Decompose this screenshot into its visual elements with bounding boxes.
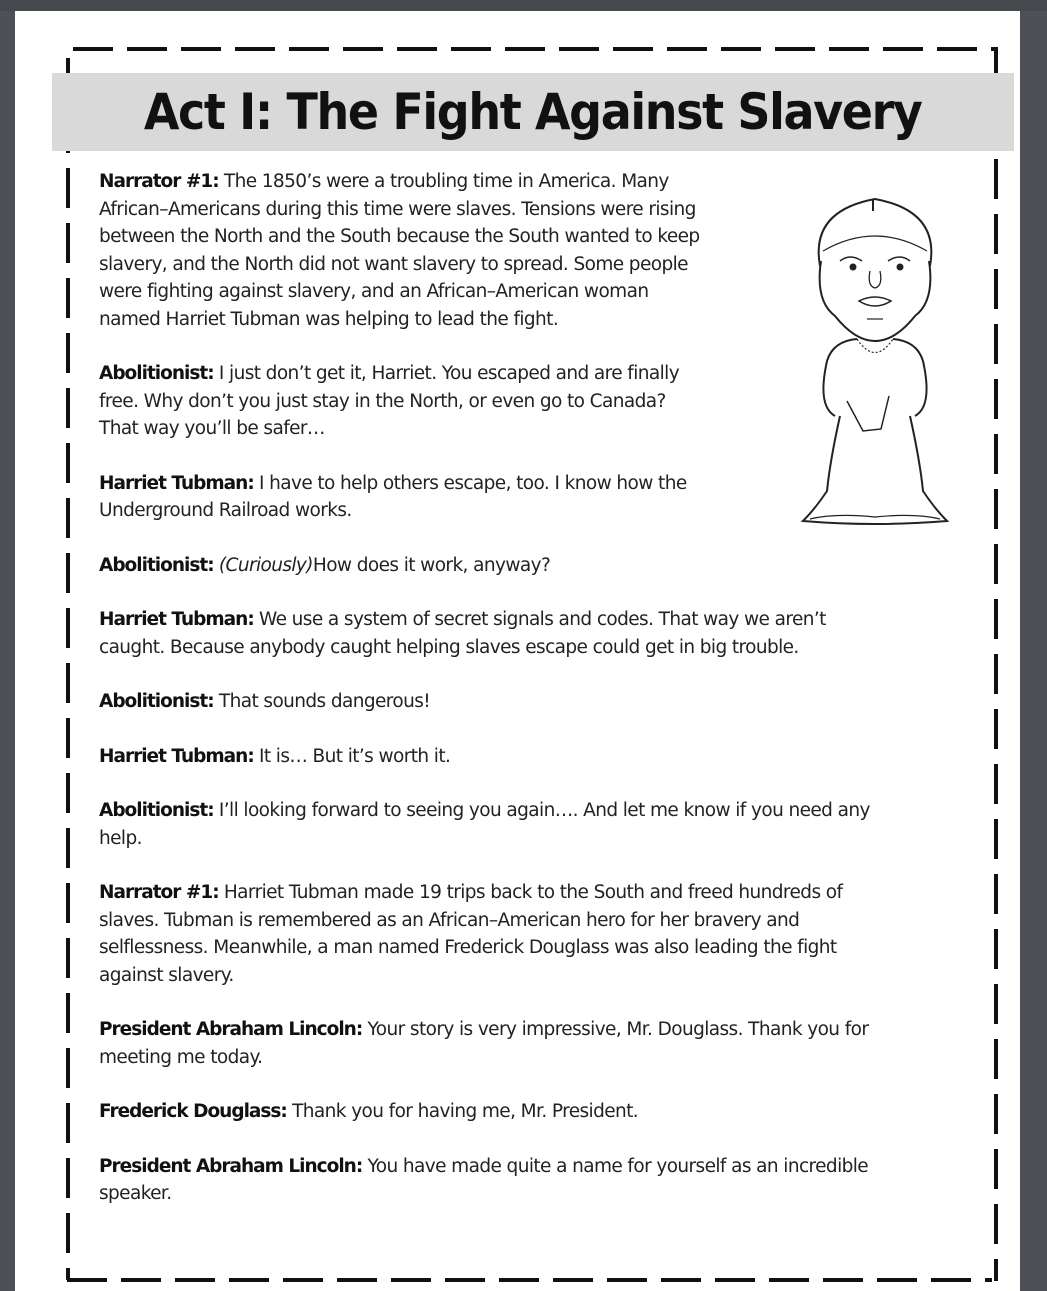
script-entry: President Abraham Lincoln: You have made quite a name for yourself as an incredible speaker. <box>99 1155 869 1204</box>
speaker-label: Harriet Tubman: <box>99 472 254 494</box>
script-entry: Harriet Tubman: It is… But it’s worth it. <box>99 745 451 767</box>
speaker-label: Abolitionist: <box>99 691 214 712</box>
speaker-label: Abolitionist: <box>99 800 214 821</box>
script-entry: Narrator #1: Harriet Tubman made 19 trips back to the South and freed hundreds of slaves. Tubman is remembered as an African–American hero for her bravery and selflessness. Meanwhile, a man named Frederick Douglass was also leading the fight against slavery. <box>99 882 843 986</box>
speaker-label: Abolitionist: <box>99 363 214 384</box>
script-entry: Frederick Douglass: Thank you for having me, Mr. President. <box>99 1101 639 1122</box>
dashed-border-right <box>994 49 998 1281</box>
speaker-label: Narrator #1: <box>99 882 219 903</box>
speaker-label: President Abraham Lincoln: <box>99 1019 363 1040</box>
script-entry: President Abraham Lincoln: Your story is very impressive, Mr. Douglass. Thank you for meeting me today. <box>99 1019 869 1068</box>
script-entry: Abolitionist: I’ll looking forward to seeing you again…. And let me know if you need any help. <box>99 800 870 849</box>
viewer-top-bar <box>0 0 1047 11</box>
stage-direction: (Curiously) <box>213 554 313 576</box>
speaker-label: President Abraham Lincoln: <box>99 1155 363 1177</box>
title-band <box>52 73 1014 151</box>
script-entry: Harriet Tubman: We use a system of secret signals and codes. That way we aren’t caught. Because anybody caught helping slaves escape could get in big trouble. <box>99 609 826 658</box>
script-entry: Harriet Tubman: I have to help others escape, too. I know how the Underground Railroad works. <box>99 472 687 521</box>
script-entry: Abolitionist: That sounds dangerous! <box>99 691 431 712</box>
script-entry: Narrator #1: The 1850’s were a troubling time in America. Many African–Americans during this time were slaves. Tensions were rising between the North and the South because the South wanted to keep slavery, and the North did not want slavery to spread. Some people were fighting against slavery, and an African–American woman named Harriet Tubman was helping to lead the fight. <box>99 171 700 330</box>
dashed-border-left <box>66 58 70 1280</box>
dashed-border-bottom <box>67 1278 992 1282</box>
speaker-label: Harriet Tubman: <box>99 609 254 630</box>
speaker-label: Harriet Tubman: <box>99 745 254 767</box>
script-entry: Abolitionist: I just don’t get it, Harriet. You escaped and are finally free. Why don’t you just stay in the North, or even go to Canada? That way you’ll be safer… <box>99 363 680 439</box>
speaker-label: Narrator #1: <box>99 171 219 192</box>
dashed-border-top <box>73 47 998 51</box>
speaker-label: Frederick Douglass: <box>99 1101 287 1122</box>
speaker-label: Abolitionist: <box>99 554 214 576</box>
script-entry: Abolitionist: (Curiously)How does it work, anyway? <box>99 554 551 576</box>
page-title: Act I: The Fight Against Slavery <box>144 83 922 141</box>
script-body <box>99 168 959 1235</box>
document-page <box>15 11 1020 1291</box>
